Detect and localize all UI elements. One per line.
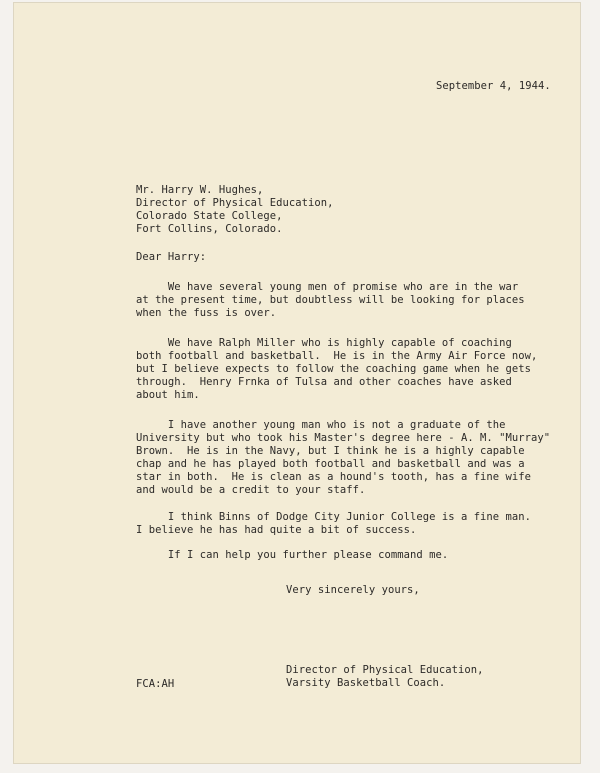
paragraph-line: If I can help you further please command me. bbox=[136, 549, 449, 561]
recipient-institution: Colorado State College, bbox=[136, 210, 283, 222]
letter-date: September 4, 1944. bbox=[436, 80, 551, 92]
signature-role: Varsity Basketball Coach. bbox=[286, 677, 446, 689]
closing: Very sincerely yours, bbox=[286, 584, 420, 596]
paragraph-line: both football and basketball. He is in the Army Air Force now, bbox=[136, 350, 538, 362]
paragraph-line: University but who took his Master's degree here - A. M. "Murray" bbox=[136, 432, 551, 444]
recipient-city: Fort Collins, Colorado. bbox=[136, 223, 283, 235]
paragraph-line: at the present time, but doubtless will be looking for places bbox=[136, 294, 525, 306]
paragraph-line: chap and he has played both football and basketball and was a bbox=[136, 458, 525, 470]
paragraph-line: but I believe expects to follow the coaching game when he gets bbox=[136, 363, 532, 375]
recipient-name: Mr. Harry W. Hughes, bbox=[136, 184, 264, 196]
paragraph-line: and would be a credit to your staff. bbox=[136, 484, 366, 496]
paragraph-line: I have another young man who is not a graduate of the bbox=[136, 419, 506, 431]
recipient-title: Director of Physical Education, bbox=[136, 197, 334, 209]
paragraph-line: star in both. He is clean as a hound's tooth, has a fine wife bbox=[136, 471, 532, 483]
typist-initials: FCA:AH bbox=[136, 678, 175, 690]
paragraph-line: Brown. He is in the Navy, but I think he is a highly capable bbox=[136, 445, 525, 457]
letter-page bbox=[14, 3, 580, 763]
paragraph-line: We have several young men of promise who are in the war bbox=[136, 281, 519, 293]
paragraph-line: We have Ralph Miller who is highly capable of coaching bbox=[136, 337, 512, 349]
paragraph-line: through. Henry Frnka of Tulsa and other coaches have asked bbox=[136, 376, 512, 388]
paragraph-line: when the fuss is over. bbox=[136, 307, 277, 319]
signature-title: Director of Physical Education, bbox=[286, 664, 484, 676]
salutation: Dear Harry: bbox=[136, 251, 207, 263]
paragraph-line: I think Binns of Dodge City Junior College is a fine man. bbox=[136, 511, 532, 523]
paragraph-line: I believe he has had quite a bit of success. bbox=[136, 524, 417, 536]
paragraph-line: about him. bbox=[136, 389, 200, 401]
